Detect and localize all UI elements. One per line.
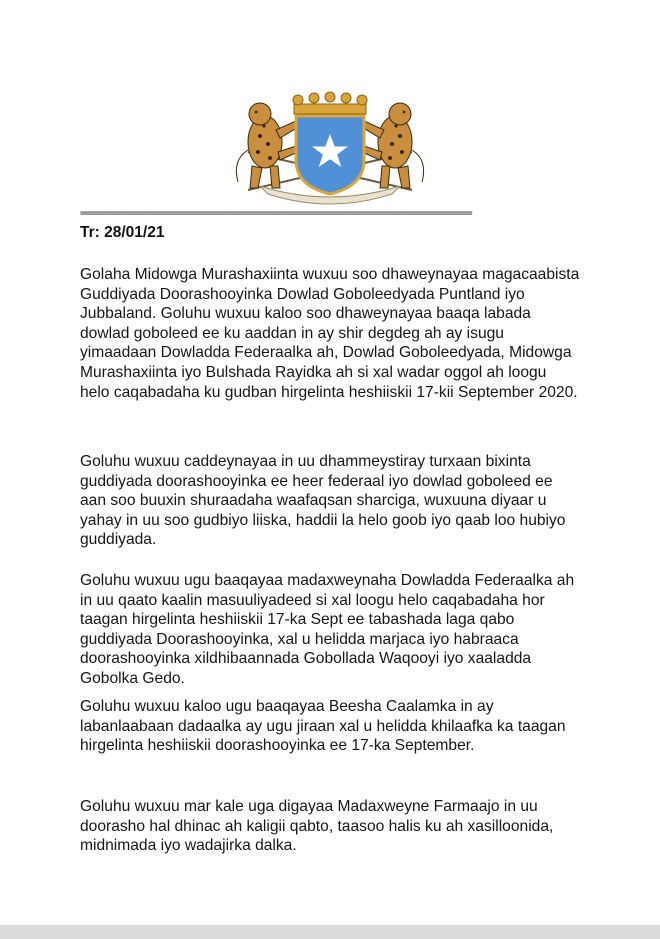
paragraph-3: Goluhu wuxuu ugu baaqayaa madaxweynaha Dowladda Federaalka ah in uu qaato kaalin masuuliyadeed si xal loogu helo caqabadaha hor taagan hirgelinta heshiiskii 17-ka Sept ee tabashada laga qabo guddiyada Doorashooyinka, xal u helidda marjaca iyo habraaca doorashooyinka xildhibaannada Gobollada Waqooyi iyo xaaladda Gobolka Gedo.	[80, 572, 575, 687]
paragraph-1: Golaha Midowga Murashaxiinta wuxuu soo dhaweynayaa magacaabista Guddiyada Doorashooyinka Dowlad Goboleedyada Puntland iyo Jubbaland. Goluhu wuxuu kaloo soo dhaweynayaa baaqa labada dowlad goboleed ee ku aaddan in ay shir degdeg ah ay isugu yimaadaan Dowladda Federaalka ah, Dowlad Goboleedyada, Midowga Murashaxiinta iyo Bulshada Rayidka ah si xal wadar oggol ah loogu helo caqabadaha ku gudban hirgelinta heshiiskii 17-kii September 2020.	[80, 266, 580, 401]
document-date: Tr: 28/01/21	[80, 224, 165, 241]
paragraph-4: Goluhu wuxuu kaloo ugu baaqayaa Beesha Caalamka in ay labanlaabaan dadaalka ay ugu jiraan xal u helidda khilaafka ka taagan hirgelinta heshiiskii doorashooyinka ee 17-ka September.	[80, 698, 566, 755]
page-bottom-edge	[0, 925, 660, 939]
coat-of-arms-icon	[220, 90, 440, 208]
paragraph-2: Goluhu wuxuu caddeynayaa in uu dhammeystiray turxaan bixinta guddiyada doorashooyinka ee heer federaal iyo dowlad goboleed ee aan soo buuxin shuraadaha waafaqsan sharciga, wuxuuna diyaar u yahay in uu soo gudbiyo liiska, haddii la helo goob iyo qaab loo hubiyo guddiyada.	[80, 453, 566, 549]
separator-rule: ==============================================================================	[80, 210, 472, 218]
paragraph-5: Goluhu wuxuu mar kale uga digayaa Madaxweyne Farmaajo in uu doorasho hal dhinac ah kaligii qabto, taasoo halis ku ah xasilloonida, midnimada iyo wadajirka dalka.	[80, 798, 554, 855]
